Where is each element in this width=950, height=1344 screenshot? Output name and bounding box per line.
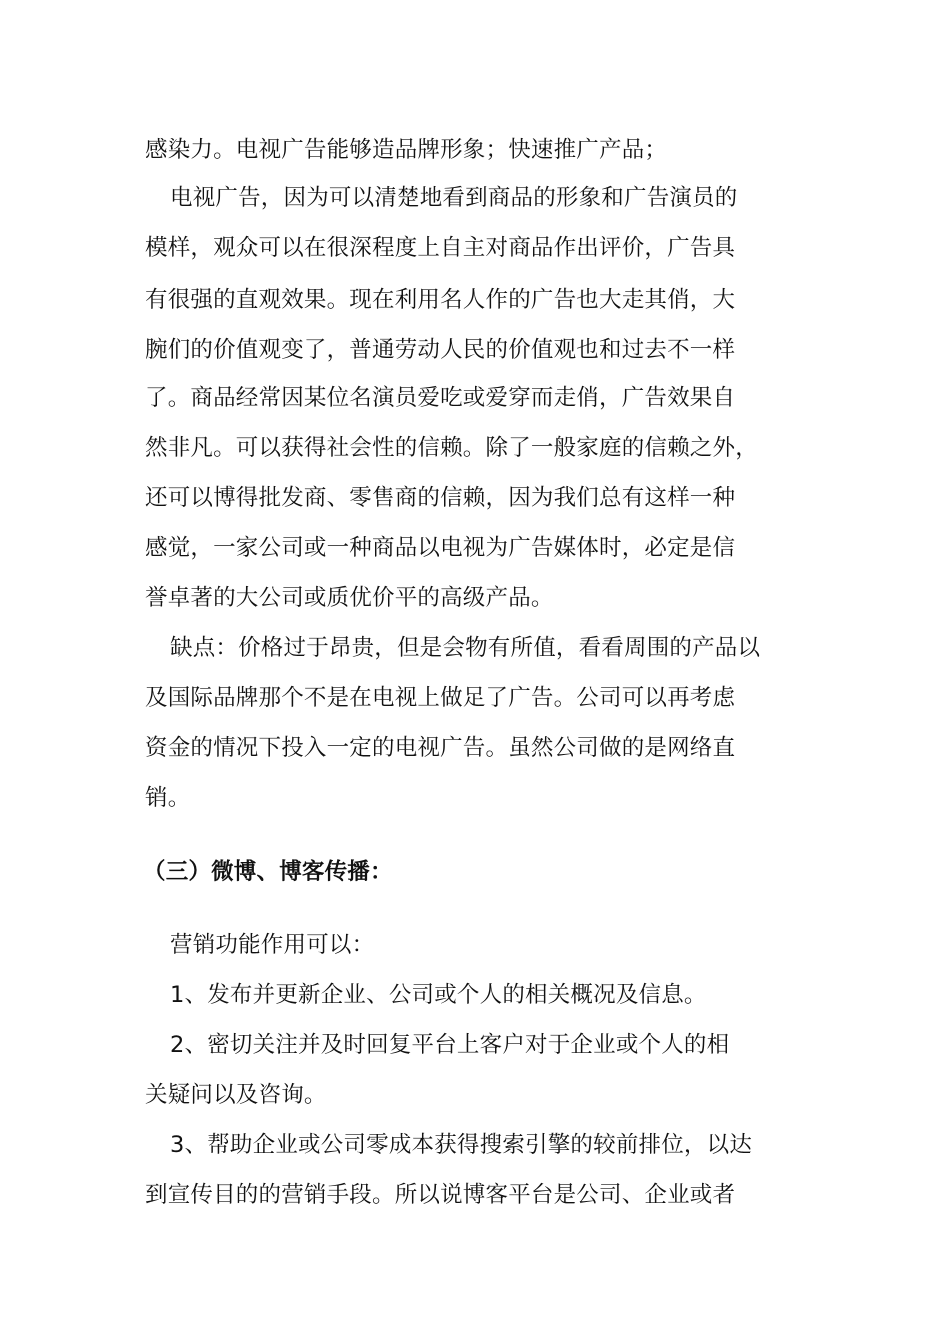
paragraph-line: 然非凡。可以获得社会性的信赖。除了一般家庭的信赖之外， xyxy=(145,435,758,461)
list-item: 3、帮助企业或公司零成本获得搜索引擎的较前排位，以达 xyxy=(170,1132,753,1158)
paragraph-line: 销。 xyxy=(145,785,191,811)
paragraph-line: 电视广告，因为可以清楚地看到商品的形象和广告演员的 xyxy=(170,185,738,211)
paragraph-line: 还可以博得批发商、零售商的信赖，因为我们总有这样一种 xyxy=(145,485,736,511)
paragraph-line: 感染力。电视广告能够造品牌形象；快速推广产品； xyxy=(145,137,668,163)
paragraph-line: 资金的情况下投入一定的电视广告。虽然公司做的是网络直 xyxy=(145,735,736,761)
section-heading: （三）微博、博客传播： xyxy=(143,859,393,885)
paragraph-line: 到宣传目的的营销手段。所以说博客平台是公司、企业或者 xyxy=(145,1182,736,1208)
paragraph-line: 有很强的直观效果。现在利用名人作的广告也大走其俏，大 xyxy=(145,287,736,313)
paragraph-line: 感觉，一家公司或一种商品以电视为广告媒体时，必定是信 xyxy=(145,535,736,561)
paragraph-line: 了。商品经常因某位名演员爱吃或爱穿而走俏，广告效果自 xyxy=(145,385,736,411)
paragraph-line: 缺点：价格过于昂贵，但是会物有所值，看看周围的产品以 xyxy=(170,635,761,661)
list-item: 2、密切关注并及时回复平台上客户对于企业或个人的相 xyxy=(170,1032,730,1058)
paragraph-line: 腕们的价值观变了，普通劳动人民的价值观也和过去不一样 xyxy=(145,337,736,363)
paragraph-line: 及国际品牌那个不是在电视上做足了广告。公司可以再考虑 xyxy=(145,685,736,711)
paragraph-line: 模样，观众可以在很深程度上自主对商品作出评价，广告具 xyxy=(145,235,736,261)
paragraph-line: 关疑问以及咨询。 xyxy=(145,1082,327,1108)
paragraph-line: 营销功能作用可以： xyxy=(170,932,375,958)
paragraph-line: 誉卓著的大公司或质优价平的高级产品。 xyxy=(145,585,554,611)
list-item: 1、发布并更新企业、公司或个人的相关概况及信息。 xyxy=(170,982,707,1008)
